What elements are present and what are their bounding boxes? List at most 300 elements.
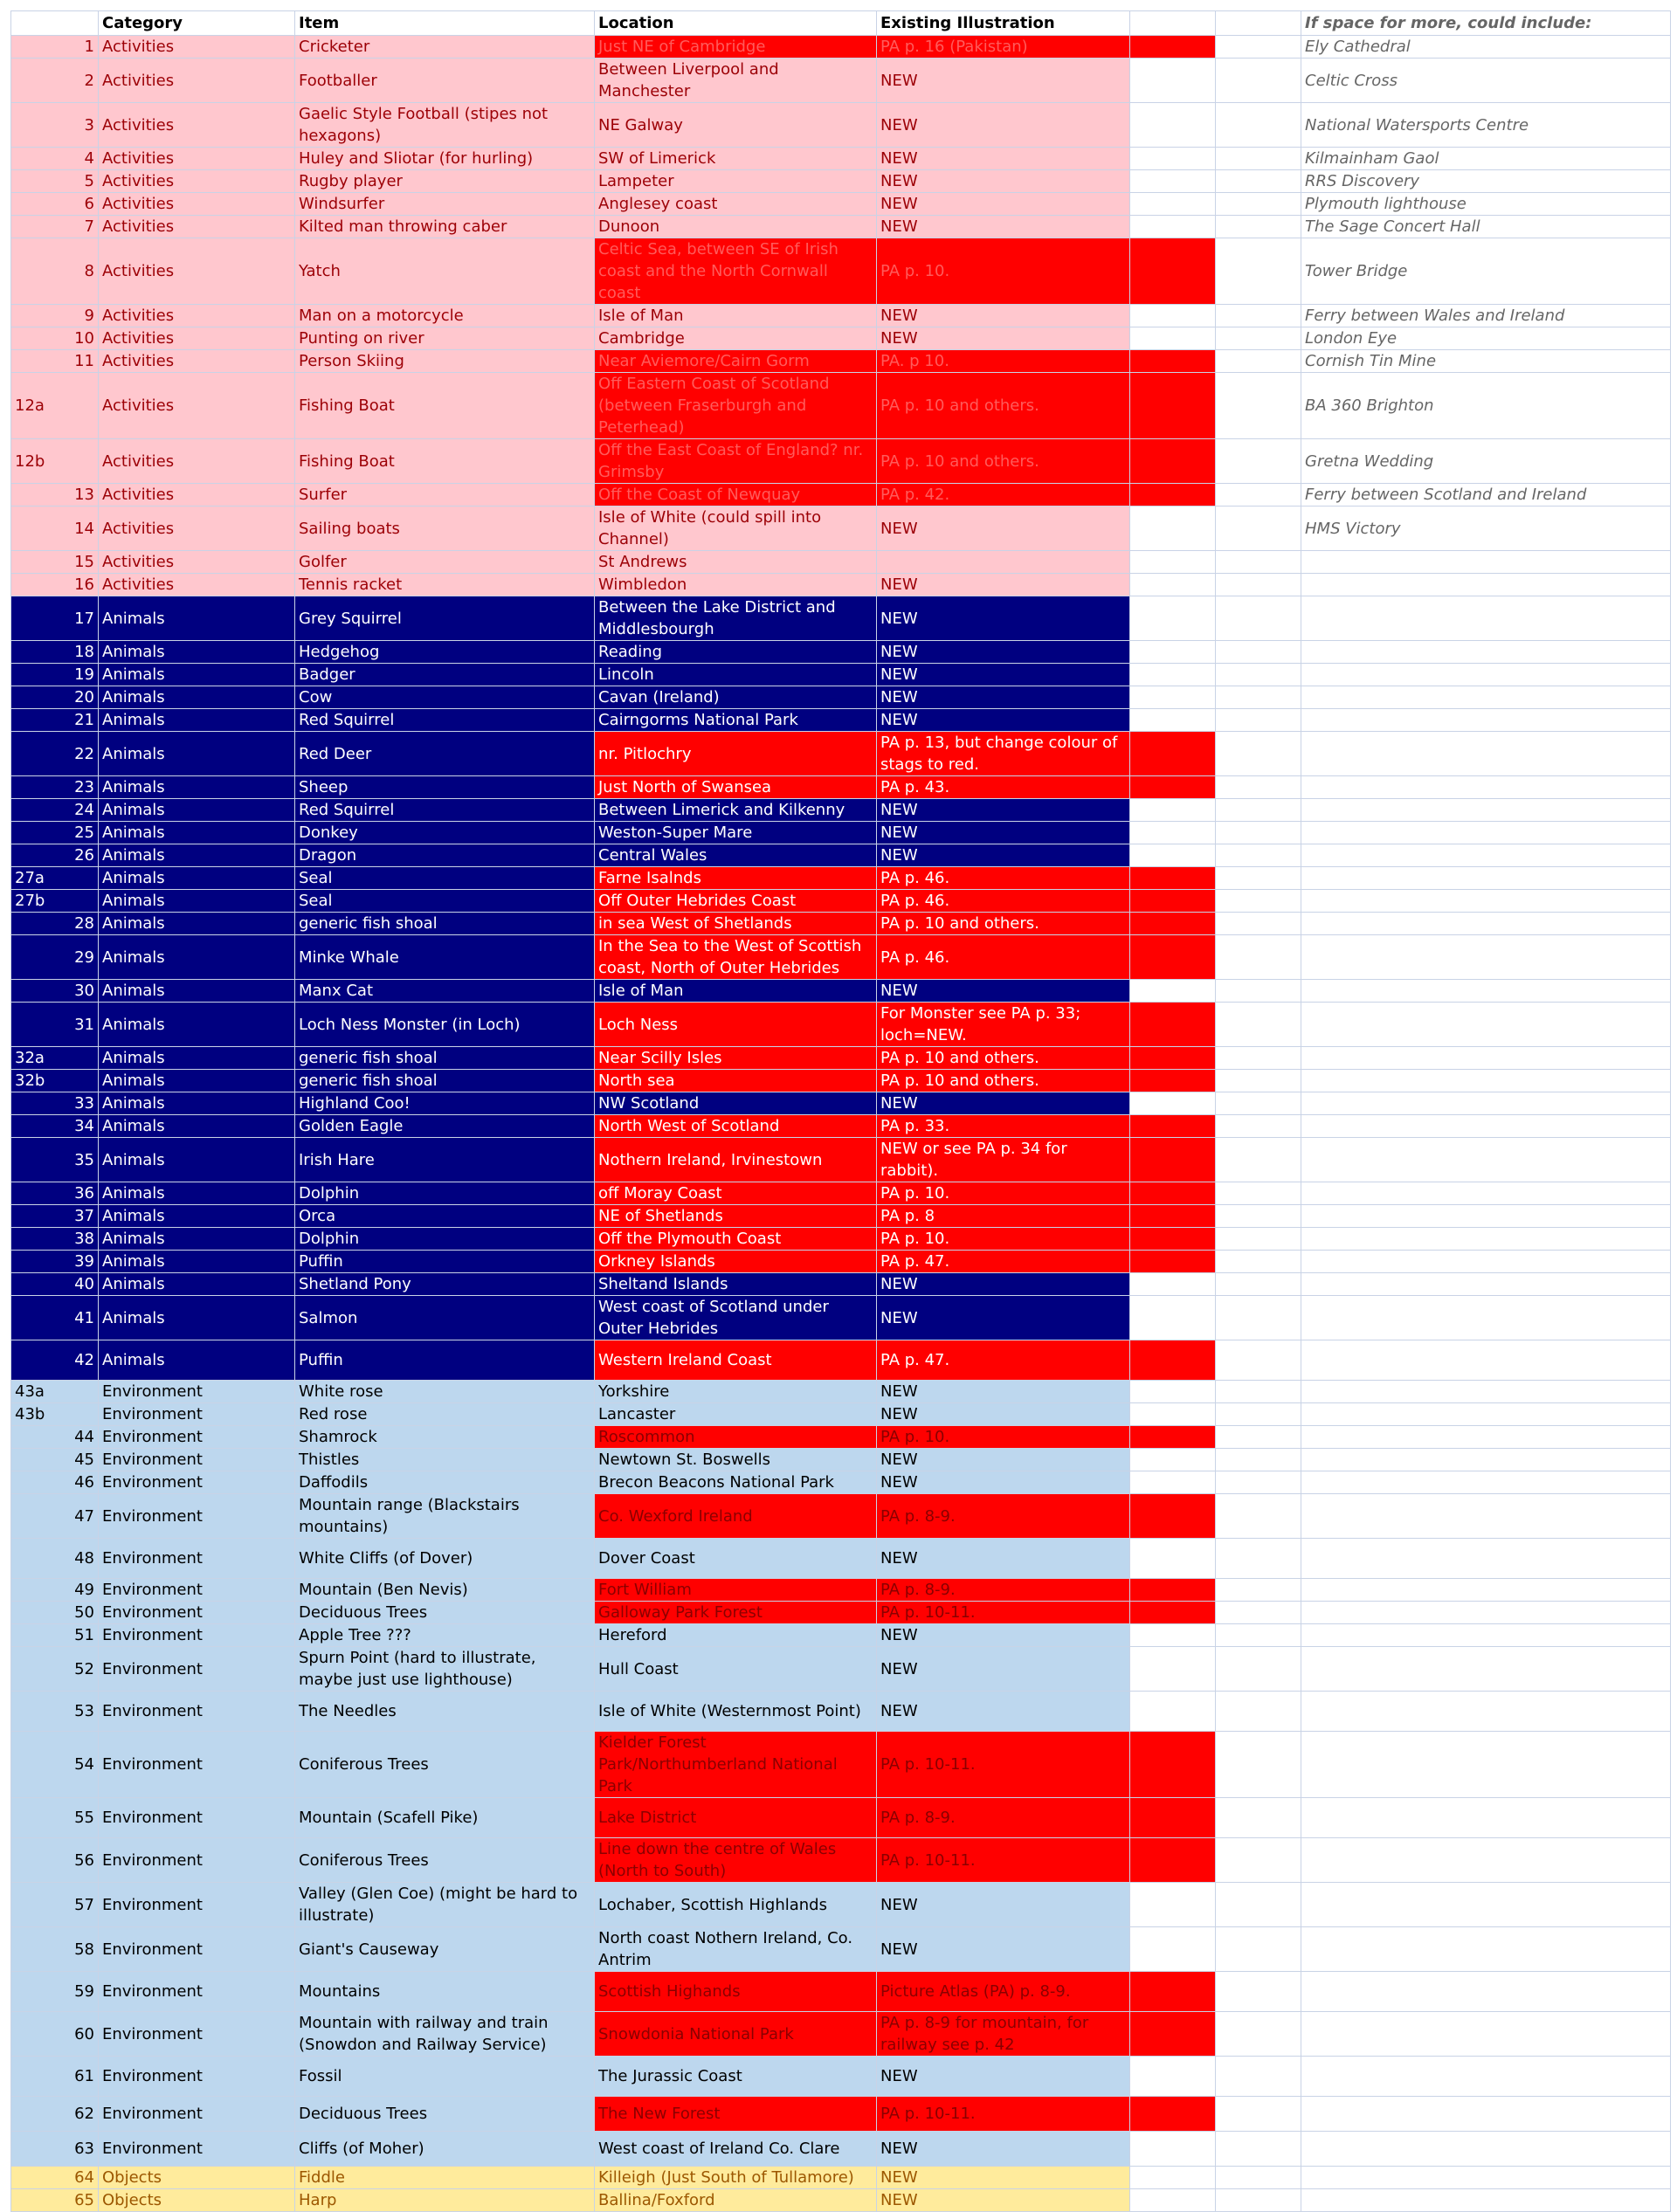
- cell-category[interactable]: Animals: [99, 822, 295, 844]
- cell-location[interactable]: Scottish Highands: [595, 1972, 877, 2012]
- cell-item[interactable]: Puffin: [295, 1340, 595, 1381]
- cell-blank-2[interactable]: [1216, 709, 1301, 732]
- cell-item[interactable]: Irish Hare: [295, 1138, 595, 1182]
- cell-category[interactable]: Activities: [99, 439, 295, 484]
- cell-item[interactable]: White rose: [295, 1381, 595, 1403]
- cell-item[interactable]: Thistles: [295, 1449, 595, 1471]
- cell-blank-2[interactable]: [1216, 1047, 1301, 1070]
- cell-extra-suggestion[interactable]: Tower Bridge: [1301, 238, 1671, 305]
- cell-number[interactable]: 65: [11, 2189, 99, 2212]
- cell-blank-2[interactable]: [1216, 686, 1301, 709]
- cell-number[interactable]: 41: [11, 1296, 99, 1340]
- cell-illustration[interactable]: NEW: [877, 1927, 1130, 1972]
- cell-blank-2[interactable]: [1216, 867, 1301, 890]
- cell-extra-suggestion[interactable]: [1301, 1003, 1671, 1047]
- cell-category[interactable]: Environment: [99, 1624, 295, 1647]
- cell-item[interactable]: Coniferous Trees: [295, 1732, 595, 1798]
- cell-extra-suggestion[interactable]: [1301, 1205, 1671, 1228]
- cell-number[interactable]: 11: [11, 350, 99, 373]
- cell-blank-2[interactable]: [1216, 59, 1301, 103]
- cell-illustration[interactable]: PA p. 10.: [877, 238, 1130, 305]
- cell-blank-2[interactable]: [1216, 1228, 1301, 1251]
- cell-blank-1[interactable]: [1130, 350, 1216, 373]
- cell-illustration[interactable]: NEW: [877, 1883, 1130, 1927]
- cell-illustration[interactable]: For Monster see PA p. 33; loch=NEW.: [877, 1003, 1130, 1047]
- cell-extra-suggestion[interactable]: [1301, 1624, 1671, 1647]
- cell-location[interactable]: Near Aviemore/Cairn Gorm: [595, 350, 877, 373]
- cell-category[interactable]: Environment: [99, 2132, 295, 2167]
- cell-item[interactable]: Donkey: [295, 822, 595, 844]
- cell-item[interactable]: Harp: [295, 2189, 595, 2212]
- cell-blank-2[interactable]: [1216, 1692, 1301, 1732]
- cell-number[interactable]: 43a: [11, 1381, 99, 1403]
- cell-illustration[interactable]: NEW: [877, 327, 1130, 350]
- cell-category[interactable]: Animals: [99, 1138, 295, 1182]
- cell-illustration[interactable]: NEW: [877, 193, 1130, 216]
- cell-category[interactable]: Environment: [99, 1539, 295, 1579]
- cell-illustration[interactable]: PA p. 10.: [877, 1182, 1130, 1205]
- cell-extra-suggestion[interactable]: [1301, 1228, 1671, 1251]
- cell-location[interactable]: Sheltand Islands: [595, 1273, 877, 1296]
- cell-item[interactable]: Apple Tree ???: [295, 1624, 595, 1647]
- cell-extra-suggestion[interactable]: [1301, 1494, 1671, 1539]
- cell-item[interactable]: Huley and Sliotar (for hurling): [295, 148, 595, 170]
- cell-number[interactable]: 53: [11, 1692, 99, 1732]
- cell-location[interactable]: Kielder Forest Park/Northumberland National Park: [595, 1732, 877, 1798]
- cell-extra-suggestion[interactable]: [1301, 686, 1671, 709]
- cell-blank-2[interactable]: [1216, 574, 1301, 596]
- cell-location[interactable]: Cavan (Ireland): [595, 686, 877, 709]
- cell-category[interactable]: Activities: [99, 216, 295, 238]
- cell-number[interactable]: 38: [11, 1228, 99, 1251]
- cell-item[interactable]: Daffodils: [295, 1471, 595, 1494]
- cell-blank-1[interactable]: [1130, 1494, 1216, 1539]
- cell-number[interactable]: 45: [11, 1449, 99, 1471]
- cell-blank-2[interactable]: [1216, 327, 1301, 350]
- cell-location[interactable]: Off the Coast of Newquay: [595, 484, 877, 506]
- cell-number[interactable]: 60: [11, 2012, 99, 2057]
- cell-extra-suggestion[interactable]: [1301, 1273, 1671, 1296]
- cell-location[interactable]: Just North of Swansea: [595, 776, 877, 799]
- cell-extra-suggestion[interactable]: Gretna Wedding: [1301, 439, 1671, 484]
- cell-location[interactable]: Hereford: [595, 1624, 877, 1647]
- cell-extra-suggestion[interactable]: [1301, 2097, 1671, 2132]
- cell-blank-1[interactable]: [1130, 709, 1216, 732]
- cell-category[interactable]: Animals: [99, 867, 295, 890]
- cell-illustration[interactable]: NEW: [877, 1692, 1130, 1732]
- cell-location[interactable]: Yorkshire: [595, 1381, 877, 1403]
- cell-number[interactable]: 26: [11, 844, 99, 867]
- cell-extra-suggestion[interactable]: [1301, 1115, 1671, 1138]
- cell-number[interactable]: 6: [11, 193, 99, 216]
- cell-number[interactable]: 48: [11, 1539, 99, 1579]
- cell-blank-1[interactable]: [1130, 103, 1216, 148]
- cell-location[interactable]: North sea: [595, 1070, 877, 1092]
- cell-blank-1[interactable]: [1130, 686, 1216, 709]
- cell-extra-suggestion[interactable]: [1301, 1927, 1671, 1972]
- cell-blank-2[interactable]: [1216, 1579, 1301, 1602]
- cell-category[interactable]: Environment: [99, 1838, 295, 1883]
- cell-blank-2[interactable]: [1216, 439, 1301, 484]
- cell-location[interactable]: Wimbledon: [595, 574, 877, 596]
- cell-location[interactable]: Ballina/Foxford: [595, 2189, 877, 2212]
- cell-category[interactable]: Environment: [99, 1972, 295, 2012]
- cell-item[interactable]: White Cliffs (of Dover): [295, 1539, 595, 1579]
- cell-illustration[interactable]: PA p. 10-11.: [877, 2097, 1130, 2132]
- cell-blank-1[interactable]: [1130, 148, 1216, 170]
- cell-item[interactable]: Fishing Boat: [295, 439, 595, 484]
- cell-extra-suggestion[interactable]: The Sage Concert Hall: [1301, 216, 1671, 238]
- cell-item[interactable]: Dragon: [295, 844, 595, 867]
- cell-number[interactable]: 50: [11, 1602, 99, 1624]
- cell-category[interactable]: Activities: [99, 36, 295, 59]
- cell-extra-suggestion[interactable]: [1301, 641, 1671, 664]
- cell-item[interactable]: Man on a motorcycle: [295, 305, 595, 327]
- cell-category[interactable]: Environment: [99, 1883, 295, 1927]
- cell-blank-1[interactable]: [1130, 1003, 1216, 1047]
- cell-illustration[interactable]: PA p. 10.: [877, 1426, 1130, 1449]
- cell-number[interactable]: 3: [11, 103, 99, 148]
- cell-category[interactable]: Environment: [99, 1692, 295, 1732]
- cell-extra-suggestion[interactable]: [1301, 664, 1671, 686]
- cell-location[interactable]: Reading: [595, 641, 877, 664]
- cell-location[interactable]: Between the Lake District and Middlesbourgh: [595, 596, 877, 641]
- cell-location[interactable]: Line down the centre of Wales (North to South): [595, 1838, 877, 1883]
- cell-blank-1[interactable]: [1130, 216, 1216, 238]
- cell-blank-2[interactable]: [1216, 822, 1301, 844]
- cell-location[interactable]: Isle of Man: [595, 980, 877, 1003]
- cell-extra-suggestion[interactable]: [1301, 867, 1671, 890]
- cell-blank-2[interactable]: [1216, 506, 1301, 551]
- cell-item[interactable]: Dolphin: [295, 1228, 595, 1251]
- cell-extra-suggestion[interactable]: [1301, 1602, 1671, 1624]
- cell-blank-1[interactable]: [1130, 1070, 1216, 1092]
- cell-category[interactable]: Environment: [99, 1471, 295, 1494]
- cell-number[interactable]: 1: [11, 36, 99, 59]
- cell-illustration[interactable]: NEW: [877, 2057, 1130, 2097]
- cell-number[interactable]: 21: [11, 709, 99, 732]
- cell-location[interactable]: North coast Nothern Ireland, Co. Antrim: [595, 1927, 877, 1972]
- cell-category[interactable]: Animals: [99, 686, 295, 709]
- cell-illustration[interactable]: NEW: [877, 709, 1130, 732]
- cell-location[interactable]: West coast of Scotland under Outer Hebrides: [595, 1296, 877, 1340]
- cell-location[interactable]: In the Sea to the West of Scottish coast, North of Outer Hebrides: [595, 935, 877, 980]
- cell-item[interactable]: Spurn Point (hard to illustrate, maybe just use lighthouse): [295, 1647, 595, 1692]
- cell-extra-suggestion[interactable]: [1301, 1426, 1671, 1449]
- cell-category[interactable]: Activities: [99, 59, 295, 103]
- cell-number[interactable]: 32a: [11, 1047, 99, 1070]
- cell-number[interactable]: 2: [11, 59, 99, 103]
- header-blank-2[interactable]: [1216, 11, 1301, 36]
- cell-extra-suggestion[interactable]: Plymouth lighthouse: [1301, 193, 1671, 216]
- cell-blank-2[interactable]: [1216, 484, 1301, 506]
- cell-number[interactable]: 56: [11, 1838, 99, 1883]
- cell-blank-1[interactable]: [1130, 1047, 1216, 1070]
- cell-illustration[interactable]: PA p. 8-9 for mountain, for railway see p. 42: [877, 2012, 1130, 2057]
- cell-location[interactable]: Farne Isalnds: [595, 867, 877, 890]
- cell-blank-2[interactable]: [1216, 1838, 1301, 1883]
- cell-blank-2[interactable]: [1216, 1426, 1301, 1449]
- cell-location[interactable]: The Jurassic Coast: [595, 2057, 877, 2097]
- cell-item[interactable]: Seal: [295, 867, 595, 890]
- cell-blank-2[interactable]: [1216, 1381, 1301, 1403]
- cell-extra-suggestion[interactable]: Ferry between Scotland and Ireland: [1301, 484, 1671, 506]
- cell-blank-2[interactable]: [1216, 1273, 1301, 1296]
- cell-blank-2[interactable]: [1216, 170, 1301, 193]
- cell-location[interactable]: in sea West of Shetlands: [595, 913, 877, 935]
- cell-blank-1[interactable]: [1130, 935, 1216, 980]
- cell-item[interactable]: Orca: [295, 1205, 595, 1228]
- cell-illustration[interactable]: NEW: [877, 170, 1130, 193]
- cell-illustration[interactable]: NEW: [877, 980, 1130, 1003]
- cell-item[interactable]: Mountains: [295, 1972, 595, 2012]
- cell-blank-1[interactable]: [1130, 1798, 1216, 1838]
- cell-blank-2[interactable]: [1216, 1471, 1301, 1494]
- cell-number[interactable]: 47: [11, 1494, 99, 1539]
- cell-extra-suggestion[interactable]: [1301, 1838, 1671, 1883]
- header-illustration[interactable]: Existing Illustration: [877, 11, 1130, 36]
- cell-blank-2[interactable]: [1216, 1115, 1301, 1138]
- cell-location[interactable]: Isle of White (could spill into Channel): [595, 506, 877, 551]
- cell-illustration[interactable]: NEW: [877, 305, 1130, 327]
- cell-extra-suggestion[interactable]: [1301, 1251, 1671, 1273]
- cell-category[interactable]: Animals: [99, 664, 295, 686]
- cell-category[interactable]: Environment: [99, 1602, 295, 1624]
- cell-item[interactable]: Red Squirrel: [295, 799, 595, 822]
- cell-number[interactable]: 34: [11, 1115, 99, 1138]
- cell-item[interactable]: Red Squirrel: [295, 709, 595, 732]
- cell-item[interactable]: Giant's Causeway: [295, 1927, 595, 1972]
- cell-blank-2[interactable]: [1216, 216, 1301, 238]
- cell-location[interactable]: Newtown St. Boswells: [595, 1449, 877, 1471]
- cell-illustration[interactable]: PA p. 8-9.: [877, 1579, 1130, 1602]
- cell-category[interactable]: Activities: [99, 551, 295, 574]
- cell-number[interactable]: 55: [11, 1798, 99, 1838]
- cell-item[interactable]: Cow: [295, 686, 595, 709]
- cell-number[interactable]: 17: [11, 596, 99, 641]
- cell-illustration[interactable]: NEW: [877, 1539, 1130, 1579]
- header-cell-number[interactable]: [11, 11, 99, 36]
- cell-category[interactable]: Activities: [99, 574, 295, 596]
- cell-category[interactable]: Environment: [99, 1403, 295, 1426]
- cell-extra-suggestion[interactable]: Kilmainham Gaol: [1301, 148, 1671, 170]
- cell-number[interactable]: 24: [11, 799, 99, 822]
- header-blank-1[interactable]: [1130, 11, 1216, 36]
- cell-blank-2[interactable]: [1216, 1624, 1301, 1647]
- cell-number[interactable]: 22: [11, 732, 99, 776]
- cell-extra-suggestion[interactable]: Celtic Cross: [1301, 59, 1671, 103]
- cell-item[interactable]: Footballer: [295, 59, 595, 103]
- cell-illustration[interactable]: NEW: [877, 1296, 1130, 1340]
- cell-extra-suggestion[interactable]: [1301, 2057, 1671, 2097]
- cell-number[interactable]: 52: [11, 1647, 99, 1692]
- cell-illustration[interactable]: NEW: [877, 1273, 1130, 1296]
- cell-extra-suggestion[interactable]: [1301, 1692, 1671, 1732]
- cell-blank-1[interactable]: [1130, 1381, 1216, 1403]
- cell-extra-suggestion[interactable]: [1301, 2189, 1671, 2212]
- cell-location[interactable]: Cairngorms National Park: [595, 709, 877, 732]
- cell-blank-2[interactable]: [1216, 1449, 1301, 1471]
- cell-number[interactable]: 61: [11, 2057, 99, 2097]
- cell-number[interactable]: 39: [11, 1251, 99, 1273]
- cell-blank-2[interactable]: [1216, 350, 1301, 373]
- cell-number[interactable]: 25: [11, 822, 99, 844]
- cell-blank-1[interactable]: [1130, 238, 1216, 305]
- cell-category[interactable]: Activities: [99, 350, 295, 373]
- cell-blank-1[interactable]: [1130, 1579, 1216, 1602]
- cell-illustration[interactable]: PA p. 46.: [877, 890, 1130, 913]
- cell-extra-suggestion[interactable]: National Watersports Centre: [1301, 103, 1671, 148]
- cell-extra-suggestion[interactable]: [1301, 1539, 1671, 1579]
- cell-blank-1[interactable]: [1130, 732, 1216, 776]
- cell-blank-2[interactable]: [1216, 2167, 1301, 2189]
- cell-illustration[interactable]: PA p. 10 and others.: [877, 1070, 1130, 1092]
- cell-item[interactable]: Mountain range (Blackstairs mountains): [295, 1494, 595, 1539]
- cell-location[interactable]: Dunoon: [595, 216, 877, 238]
- cell-blank-1[interactable]: [1130, 506, 1216, 551]
- cell-blank-2[interactable]: [1216, 1798, 1301, 1838]
- cell-category[interactable]: Environment: [99, 1449, 295, 1471]
- cell-blank-2[interactable]: [1216, 776, 1301, 799]
- cell-blank-2[interactable]: [1216, 1647, 1301, 1692]
- cell-item[interactable]: Hedgehog: [295, 641, 595, 664]
- cell-category[interactable]: Animals: [99, 890, 295, 913]
- cell-item[interactable]: Puffin: [295, 1251, 595, 1273]
- cell-category[interactable]: Animals: [99, 1273, 295, 1296]
- cell-category[interactable]: Animals: [99, 1092, 295, 1115]
- cell-number[interactable]: 10: [11, 327, 99, 350]
- cell-illustration[interactable]: PA p. 10 and others.: [877, 1047, 1130, 1070]
- cell-category[interactable]: Animals: [99, 1182, 295, 1205]
- cell-extra-suggestion[interactable]: [1301, 1296, 1671, 1340]
- cell-category[interactable]: Activities: [99, 170, 295, 193]
- cell-blank-2[interactable]: [1216, 1003, 1301, 1047]
- cell-blank-2[interactable]: [1216, 1602, 1301, 1624]
- cell-item[interactable]: Salmon: [295, 1296, 595, 1340]
- cell-blank-1[interactable]: [1130, 1340, 1216, 1381]
- cell-illustration[interactable]: PA p. 43.: [877, 776, 1130, 799]
- cell-category[interactable]: Animals: [99, 1340, 295, 1381]
- cell-category[interactable]: Activities: [99, 327, 295, 350]
- cell-illustration[interactable]: PA p. 10-11.: [877, 1838, 1130, 1883]
- cell-blank-1[interactable]: [1130, 2097, 1216, 2132]
- cell-number[interactable]: 23: [11, 776, 99, 799]
- header-location[interactable]: Location: [595, 11, 877, 36]
- cell-number[interactable]: 14: [11, 506, 99, 551]
- cell-location[interactable]: Hull Coast: [595, 1647, 877, 1692]
- cell-number[interactable]: 57: [11, 1883, 99, 1927]
- cell-blank-1[interactable]: [1130, 1692, 1216, 1732]
- cell-extra-suggestion[interactable]: [1301, 1092, 1671, 1115]
- header-extra[interactable]: If space for more, could include:: [1301, 11, 1671, 36]
- cell-blank-1[interactable]: [1130, 776, 1216, 799]
- cell-blank-1[interactable]: [1130, 36, 1216, 59]
- cell-blank-2[interactable]: [1216, 1070, 1301, 1092]
- cell-blank-1[interactable]: [1130, 305, 1216, 327]
- cell-number[interactable]: 59: [11, 1972, 99, 2012]
- cell-category[interactable]: Animals: [99, 596, 295, 641]
- cell-item[interactable]: Grey Squirrel: [295, 596, 595, 641]
- cell-illustration[interactable]: PA p. 8-9.: [877, 1494, 1130, 1539]
- cell-blank-1[interactable]: [1130, 1251, 1216, 1273]
- cell-blank-2[interactable]: [1216, 664, 1301, 686]
- cell-item[interactable]: Fossil: [295, 2057, 595, 2097]
- cell-blank-2[interactable]: [1216, 1296, 1301, 1340]
- cell-number[interactable]: 18: [11, 641, 99, 664]
- cell-illustration[interactable]: NEW: [877, 1381, 1130, 1403]
- cell-category[interactable]: Environment: [99, 1927, 295, 1972]
- cell-location[interactable]: Orkney Islands: [595, 1251, 877, 1273]
- cell-item[interactable]: Shamrock: [295, 1426, 595, 1449]
- cell-blank-2[interactable]: [1216, 1182, 1301, 1205]
- cell-extra-suggestion[interactable]: [1301, 709, 1671, 732]
- cell-illustration[interactable]: NEW: [877, 799, 1130, 822]
- cell-category[interactable]: Animals: [99, 1003, 295, 1047]
- cell-number[interactable]: 42: [11, 1340, 99, 1381]
- cell-illustration[interactable]: PA p. 46.: [877, 867, 1130, 890]
- cell-blank-1[interactable]: [1130, 2189, 1216, 2212]
- cell-category[interactable]: Activities: [99, 238, 295, 305]
- cell-illustration[interactable]: NEW: [877, 1403, 1130, 1426]
- cell-location[interactable]: Off the Plymouth Coast: [595, 1228, 877, 1251]
- cell-extra-suggestion[interactable]: [1301, 1732, 1671, 1798]
- cell-location[interactable]: Lampeter: [595, 170, 877, 193]
- cell-category[interactable]: Animals: [99, 776, 295, 799]
- cell-extra-suggestion[interactable]: [1301, 551, 1671, 574]
- cell-number[interactable]: 31: [11, 1003, 99, 1047]
- cell-blank-1[interactable]: [1130, 1647, 1216, 1692]
- cell-extra-suggestion[interactable]: [1301, 1972, 1671, 2012]
- cell-blank-2[interactable]: [1216, 551, 1301, 574]
- cell-category[interactable]: Environment: [99, 1647, 295, 1692]
- cell-item[interactable]: Fishing Boat: [295, 373, 595, 439]
- cell-number[interactable]: 13: [11, 484, 99, 506]
- cell-location[interactable]: Celtic Sea, between SE of Irish coast and the North Cornwall coast: [595, 238, 877, 305]
- cell-location[interactable]: Just NE of Cambridge: [595, 36, 877, 59]
- cell-item[interactable]: Cliffs (of Moher): [295, 2132, 595, 2167]
- cell-blank-1[interactable]: [1130, 1602, 1216, 1624]
- cell-extra-suggestion[interactable]: [1301, 776, 1671, 799]
- cell-category[interactable]: Animals: [99, 980, 295, 1003]
- cell-item[interactable]: Windsurfer: [295, 193, 595, 216]
- cell-category[interactable]: Activities: [99, 193, 295, 216]
- cell-category[interactable]: Animals: [99, 799, 295, 822]
- cell-location[interactable]: NE of Shetlands: [595, 1205, 877, 1228]
- cell-extra-suggestion[interactable]: [1301, 1471, 1671, 1494]
- cell-blank-2[interactable]: [1216, 2097, 1301, 2132]
- cell-extra-suggestion[interactable]: [1301, 844, 1671, 867]
- cell-blank-2[interactable]: [1216, 1205, 1301, 1228]
- cell-category[interactable]: Animals: [99, 1070, 295, 1092]
- cell-location[interactable]: Western Ireland Coast: [595, 1340, 877, 1381]
- cell-location[interactable]: Near Scilly Isles: [595, 1047, 877, 1070]
- cell-number[interactable]: 44: [11, 1426, 99, 1449]
- cell-blank-2[interactable]: [1216, 1883, 1301, 1927]
- cell-extra-suggestion[interactable]: Ferry between Wales and Ireland: [1301, 305, 1671, 327]
- cell-location[interactable]: Lochaber, Scottish Highlands: [595, 1883, 877, 1927]
- cell-number[interactable]: 40: [11, 1273, 99, 1296]
- cell-item[interactable]: Seal: [295, 890, 595, 913]
- cell-blank-1[interactable]: [1130, 1539, 1216, 1579]
- cell-number[interactable]: 51: [11, 1624, 99, 1647]
- cell-blank-1[interactable]: [1130, 2057, 1216, 2097]
- cell-extra-suggestion[interactable]: [1301, 799, 1671, 822]
- cell-illustration[interactable]: NEW or see PA p. 34 for rabbit).: [877, 1138, 1130, 1182]
- cell-number[interactable]: 28: [11, 913, 99, 935]
- cell-number[interactable]: 5: [11, 170, 99, 193]
- cell-location[interactable]: Weston-Super Mare: [595, 822, 877, 844]
- cell-blank-2[interactable]: [1216, 844, 1301, 867]
